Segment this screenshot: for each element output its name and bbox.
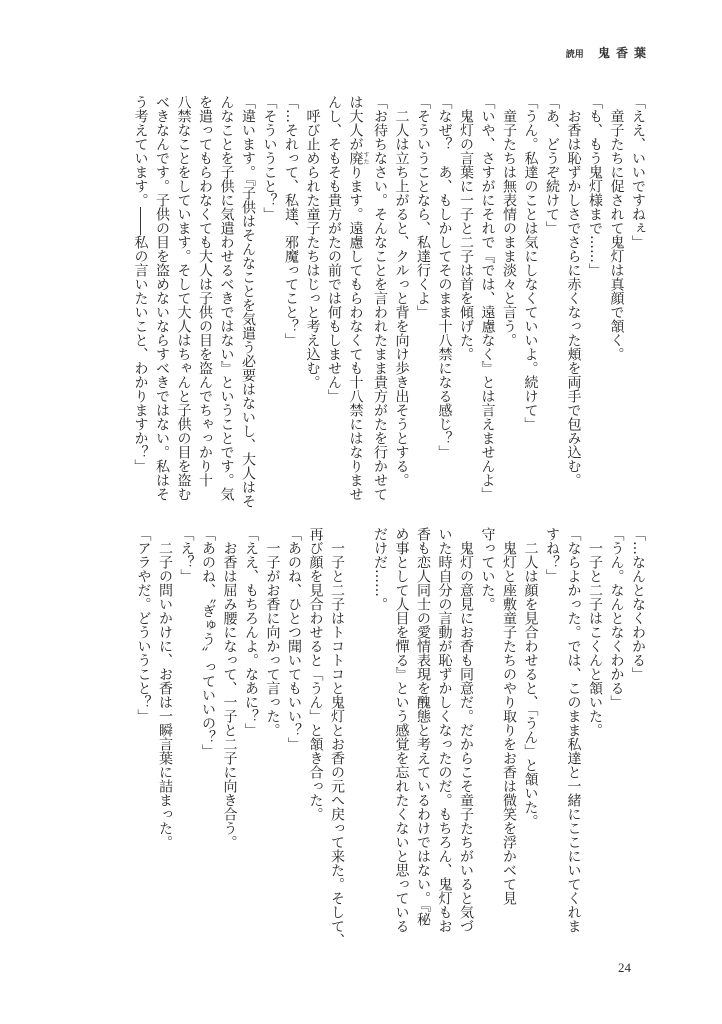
text-line: 「え？」 (178, 527, 195, 583)
text-line: 香も恋人同士の愛情表現を醜態と考えているわけではない。『秘 (415, 527, 431, 926)
text-line: 童子たちに促されて鬼灯は真顔で頷く。 (608, 95, 625, 361)
ruby-reading: すた (362, 151, 369, 165)
text-line: め事として人目を憚る』という感覚を忘れたくないと思っている (393, 527, 410, 933)
text-line: 呼び止められた童子たちはじっと考え込む。 (304, 95, 321, 389)
text-line: う考えています。――私の言いたいこと、わかりますか？」 (132, 95, 149, 473)
text-line: 「ならよかった。では、このまま私達と一緒にここにいてくれま (565, 527, 582, 933)
text-line: 「うん。なんとなくわかる」 (608, 527, 625, 709)
text-line: 守っていた。 (479, 527, 496, 611)
text-line: だけだ……。 (372, 527, 388, 611)
text-line: 鬼灯の言葉に一子と二子は首を傾げた。 (458, 95, 474, 361)
text-line: 鬼灯と座敷童子たちのやり取りをお香は微笑を浮かべて見 (501, 527, 517, 905)
text-line: すね？」 (544, 527, 560, 583)
text-line: 「も、もう鬼灯様まで……」 (587, 95, 603, 277)
text-line: 二子の問いかけに、お香は一瞬言葉に詰まった。 (157, 527, 173, 849)
text-line: 一子がお香に向かって言った。 (264, 527, 281, 737)
text-line: んなことを子供に気遣わせるべきではない』ということです。気 (218, 95, 235, 501)
text-segment: は大人が (347, 95, 364, 151)
text-block-bottom (132, 527, 648, 947)
page-number: 24 (618, 960, 631, 975)
text-line: 「そういうことなら、私達行くよ」 (415, 95, 431, 319)
text-line: 「ええ、いいですねぇ」 (630, 95, 646, 249)
text-line: 「…なんとなくわかる」 (630, 527, 646, 681)
text-line: 「違います。『子供はそんなことを気遣う必要はないし、大人はそ (240, 95, 256, 508)
text-line (344, 95, 369, 501)
text-line: 「アラやだ。どういうこと？」 (135, 527, 152, 723)
text-line: 「…それって、私達、邪魔ってこと？」 (283, 95, 299, 347)
ruby-base: 廃 (347, 151, 364, 165)
text-line: 「いや、さすがにそれで『では、遠慮なく』とは言えませんよ」 (479, 95, 496, 501)
text-line (347, 527, 369, 897)
text-line: 「そういうこと？」 (261, 95, 278, 221)
text-line: 一子と二子はこくんと頷いた。 (587, 527, 603, 737)
text-segment: ります。遠慮してもらわなくても十八禁にはなりませ (347, 165, 364, 501)
text-line: んし、そもそも貴方がたの前では何もしません」 (326, 95, 342, 403)
text-line: お香は屈み腰になって、一子と二子に向き合う。 (221, 527, 238, 849)
ruby-annotation (347, 151, 369, 165)
text-line: 「あのね、ひとつ聞いてもいい？」 (286, 527, 302, 751)
text-line: 「お待ちなさい。そんなことを言われたまま貴方がたを行かせて (372, 95, 388, 501)
text-line: 八禁なことをしています。そして大人はちゃんと子供の目を盗む (175, 95, 192, 501)
header-label: 読用 (565, 50, 584, 60)
running-header (566, 44, 652, 61)
text-line: 童子たちは無表情のまま淡々と言う。 (501, 95, 517, 347)
text-line: 「うん。私達のことは気にしなくていいよ。続けて」 (522, 95, 539, 431)
text-line: 二人は立ち上がると、クルっと背を向け歩き出そうとする。 (393, 95, 410, 487)
text-line: を遣ってもらわなくても大人は子供の目を盗んでちゃっかり十 (197, 95, 213, 487)
text-line: 鬼灯の意見にお香も同意だ。だからこそ童子たちがいると気づ (458, 527, 474, 933)
text-line: 「なぜ？ あ、もしかしてそのまま十八禁になる感じ？」 (436, 95, 453, 459)
text-line: 再び顔を見合わせると「うん」と頷き合った。 (307, 527, 324, 821)
text-line: べきなんです。子供の目を盗めないならすべきではない。私はそ (154, 95, 170, 501)
header-title: 鬼香葉 (597, 46, 652, 60)
text-line: お香は恥ずかしさでさらに赤くなった頬を両手で包み込む。 (565, 95, 582, 487)
text-line: 一子と二子はトコトコと鬼灯とお香の元へ戻って来た。そして、 (329, 527, 345, 947)
text-line: 二人は顔を見合わせると、「うん」と頷いた。 (522, 527, 539, 828)
text-line: 「あ、どうぞ続けて」 (544, 95, 560, 235)
text-line: 「あのね、〝ぎゅう〟っていいの？」 (200, 527, 216, 758)
text-block-top (129, 95, 648, 508)
text-line: いた時自分の言動が恥ずかしくなったのだ。もちろん、鬼灯もお (436, 527, 453, 933)
text-line: 「ええ、もちろんよ。なあに？」 (243, 527, 259, 737)
